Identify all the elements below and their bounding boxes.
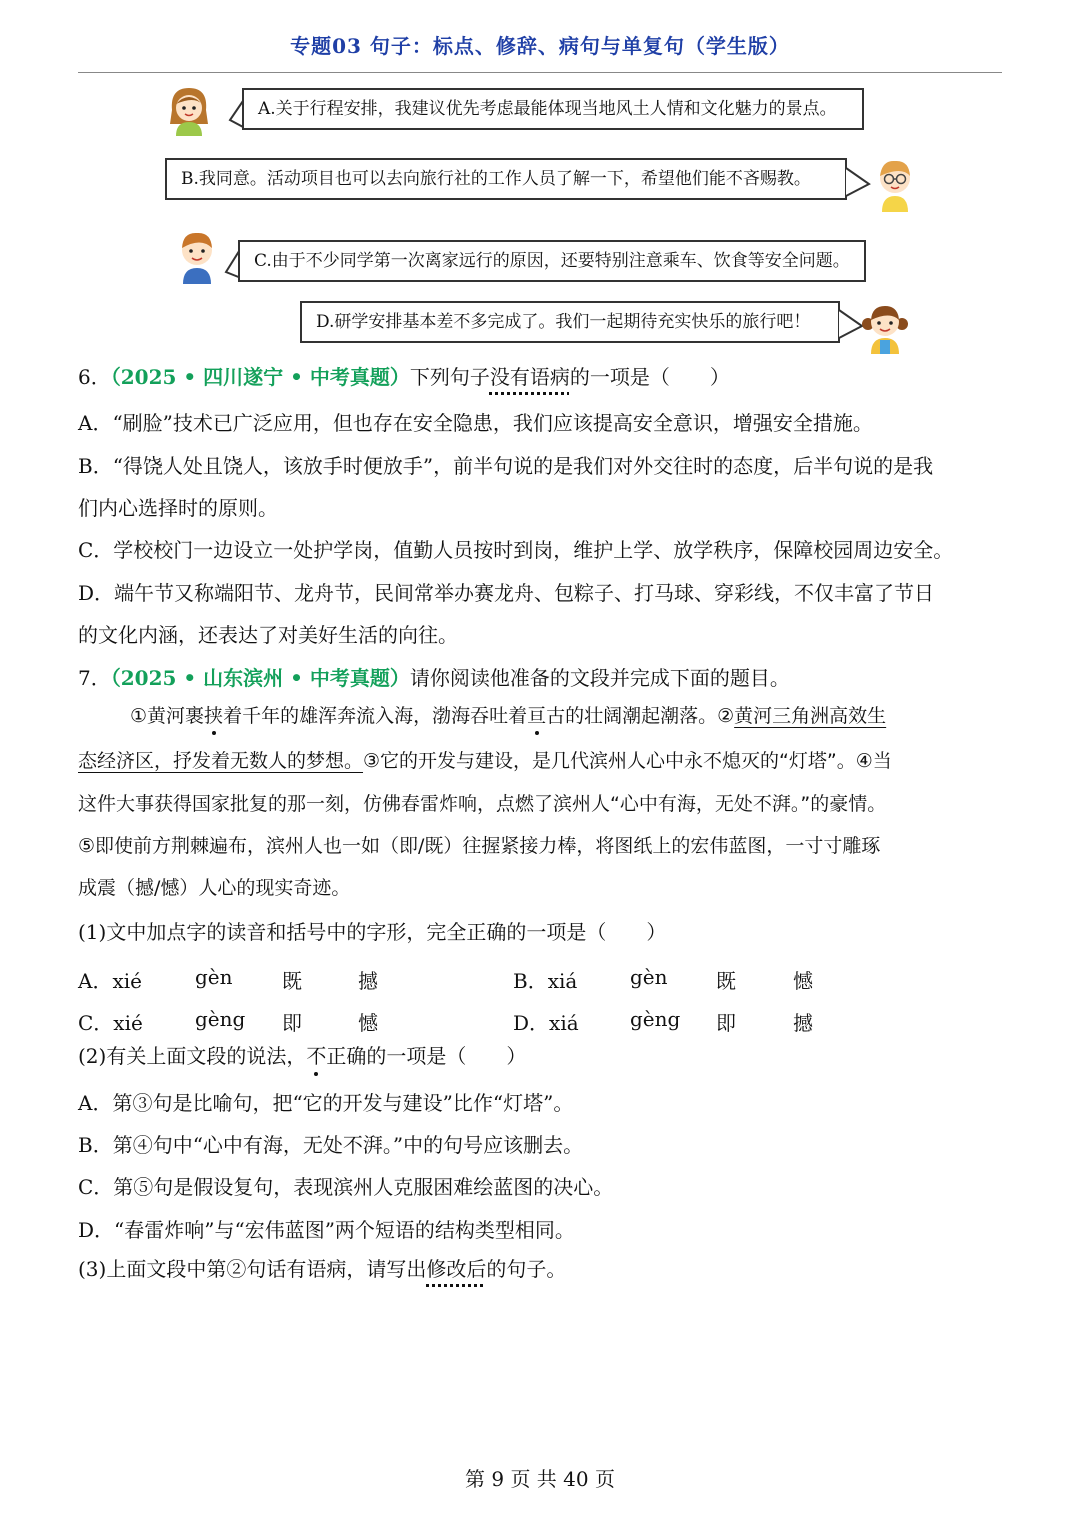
dialogue-bubble-c: C.由于不少同学第一次离家远行的原因，还要特别注意乘车、饮食等安全问题。 <box>238 240 866 282</box>
underlined-sentence: 黄河三角洲高效生 <box>734 705 887 727</box>
option-c: C．学校校门一边设立一处护学岗，值勤人员按时到岗，维护上学、放学秩序，保障校园周边安全。 <box>78 538 954 562</box>
option-a: A．“刷脸”技术已广泛应用，但也存在安全隐患，我们应该提高安全意识，增强安全措施。 <box>78 411 873 435</box>
passage-text: ③它的开发与建设，是几代滨州人心中永不熄灭的“灯塔”。④当 <box>363 750 892 772</box>
option-char: 既 <box>282 969 302 993</box>
sub-question-3 <box>78 1259 566 1279</box>
page-title: 专题03 句子：标点、修辞、病句与单复句（学生版） <box>290 34 790 58</box>
page-number: 第 9 页 共 40 页 <box>465 1467 615 1491</box>
option-pinyin: D．xiá <box>513 1011 579 1035</box>
option-d-line1: D．端午节又称端阳节、龙舟节，民间常举办赛龙舟、包粽子、打马球、穿彩线，不仅丰富了节日 <box>78 581 935 605</box>
stem-text: 的一项是（ ） <box>569 365 730 389</box>
stem-text: 的句子。 <box>486 1257 567 1281</box>
sub-question-1: (1)文中加点字的读音和括号中的字形，完全正确的一项是（ ） <box>78 920 667 944</box>
option-pinyin: B．xiá <box>513 969 578 993</box>
passage-line-2 <box>78 752 892 771</box>
dotted-char: 挟 <box>204 705 224 727</box>
question-7-stem <box>78 668 790 688</box>
girl-avatar-icon <box>164 84 214 140</box>
option-char: 既 <box>716 969 736 993</box>
option-char: 即 <box>716 1011 736 1035</box>
dialogue-bubble-b: B.我同意。活动项目也可以去向旅行社的工作人员了解一下，希望他们能不吝赐教。 <box>165 158 847 200</box>
sub-question-2 <box>78 1046 526 1066</box>
stem-text: (3)上面文段中第②句话有语病，请写出 <box>78 1257 427 1281</box>
option-char: 憾 <box>793 969 813 993</box>
emphasized-text: 没有语病 <box>489 365 570 389</box>
stem-text: (2)有关上面文段的说法， <box>78 1044 307 1068</box>
option-pinyin: gèn <box>630 965 668 989</box>
passage-text: ①黄河裹 <box>130 705 205 727</box>
option-pinyin: C．xié <box>78 1011 143 1035</box>
dialogue-bubble-d: D.研学安排基本差不多完成了。我们一起期待充实快乐的旅行吧！ <box>300 301 840 343</box>
bubble-tail <box>845 166 871 204</box>
option-pinyin: gèng <box>630 1007 681 1031</box>
sub2-option-b: B．第④句中“心中有海，无处不湃。”中的句号应该删去。 <box>78 1133 584 1157</box>
emphasized-text: 修改后 <box>426 1257 487 1281</box>
passage-line-4: ⑤即使前方荆棘遍布，滨州人也一如（即/既）往握紧接力棒，将图纸上的宏伟蓝图，一寸寸雕琢 <box>78 835 881 857</box>
option-b-line2: 们内心选择时的原则。 <box>78 496 278 520</box>
option-char: 撼 <box>793 1011 813 1035</box>
passage-line-5: 成震（撼/憾）人心的现实奇迹。 <box>78 877 351 899</box>
stem-text: 下列句子 <box>409 365 490 389</box>
underlined-sentence: 态经济区，抒发着无数人的梦想。 <box>78 750 364 772</box>
option-pinyin: gèng <box>195 1007 246 1031</box>
option-char: 即 <box>282 1011 302 1035</box>
passage-line-3: 这件大事获得国家批复的那一刻，仿佛春雷炸响，点燃了滨州人“心中有海，无处不湃。”的豪情。 <box>78 793 887 815</box>
sub2-option-c: C．第⑤句是假设复句，表现滨州人克服困难绘蓝图的决心。 <box>78 1175 614 1199</box>
boy-glasses-avatar-icon <box>872 156 918 216</box>
girl-pigtails-avatar-icon <box>862 300 908 358</box>
boy-avatar-icon <box>175 228 219 288</box>
sub2-option-d: D．“春雷炸响”与“宏伟蓝图”两个短语的结构类型相同。 <box>78 1218 575 1242</box>
dotted-char: 不 <box>306 1044 327 1068</box>
option-d-line2: 的文化内涵，还表达了对美好生活的向往。 <box>78 623 458 647</box>
bubble-tail <box>838 308 864 346</box>
stem-text: 正确的一项是（ ） <box>326 1044 527 1068</box>
option-pinyin: A．xié <box>78 969 142 993</box>
question-source: （2025 • 四川遂宁 • 中考真题） <box>110 365 410 389</box>
passage-line-1 <box>130 707 886 726</box>
passage-text: 着千年的雄浑奔流入海，渤海吞吐着 <box>223 705 528 727</box>
dotted-char: 亘 <box>527 705 547 727</box>
option-pinyin: gèn <box>195 965 233 989</box>
question-6-stem <box>78 367 730 387</box>
option-b-line1: B．“得饶人处且饶人，该放手时便放手”，前半句说的是我们对外交往时的态度，后半句说的是我 <box>78 454 934 478</box>
question-number: 7． <box>78 666 111 690</box>
question-number: 6． <box>78 365 111 389</box>
option-char: 撼 <box>358 969 378 993</box>
sub2-option-a: A．第③句是比喻句，把“它的开发与建设”比作“灯塔”。 <box>78 1091 574 1115</box>
dialogue-bubble-a: A.关于行程安排，我建议优先考虑最能体现当地风土人情和文化魅力的景点。 <box>242 88 864 130</box>
header-divider <box>78 72 1002 73</box>
question-source: （2025 • 山东滨州 • 中考真题） <box>110 666 410 690</box>
option-char: 憾 <box>358 1011 378 1035</box>
stem-text: 请你阅读他准备的文段并完成下面的题目。 <box>409 666 790 690</box>
passage-text: 古的壮阔潮起潮落。② <box>546 705 735 727</box>
